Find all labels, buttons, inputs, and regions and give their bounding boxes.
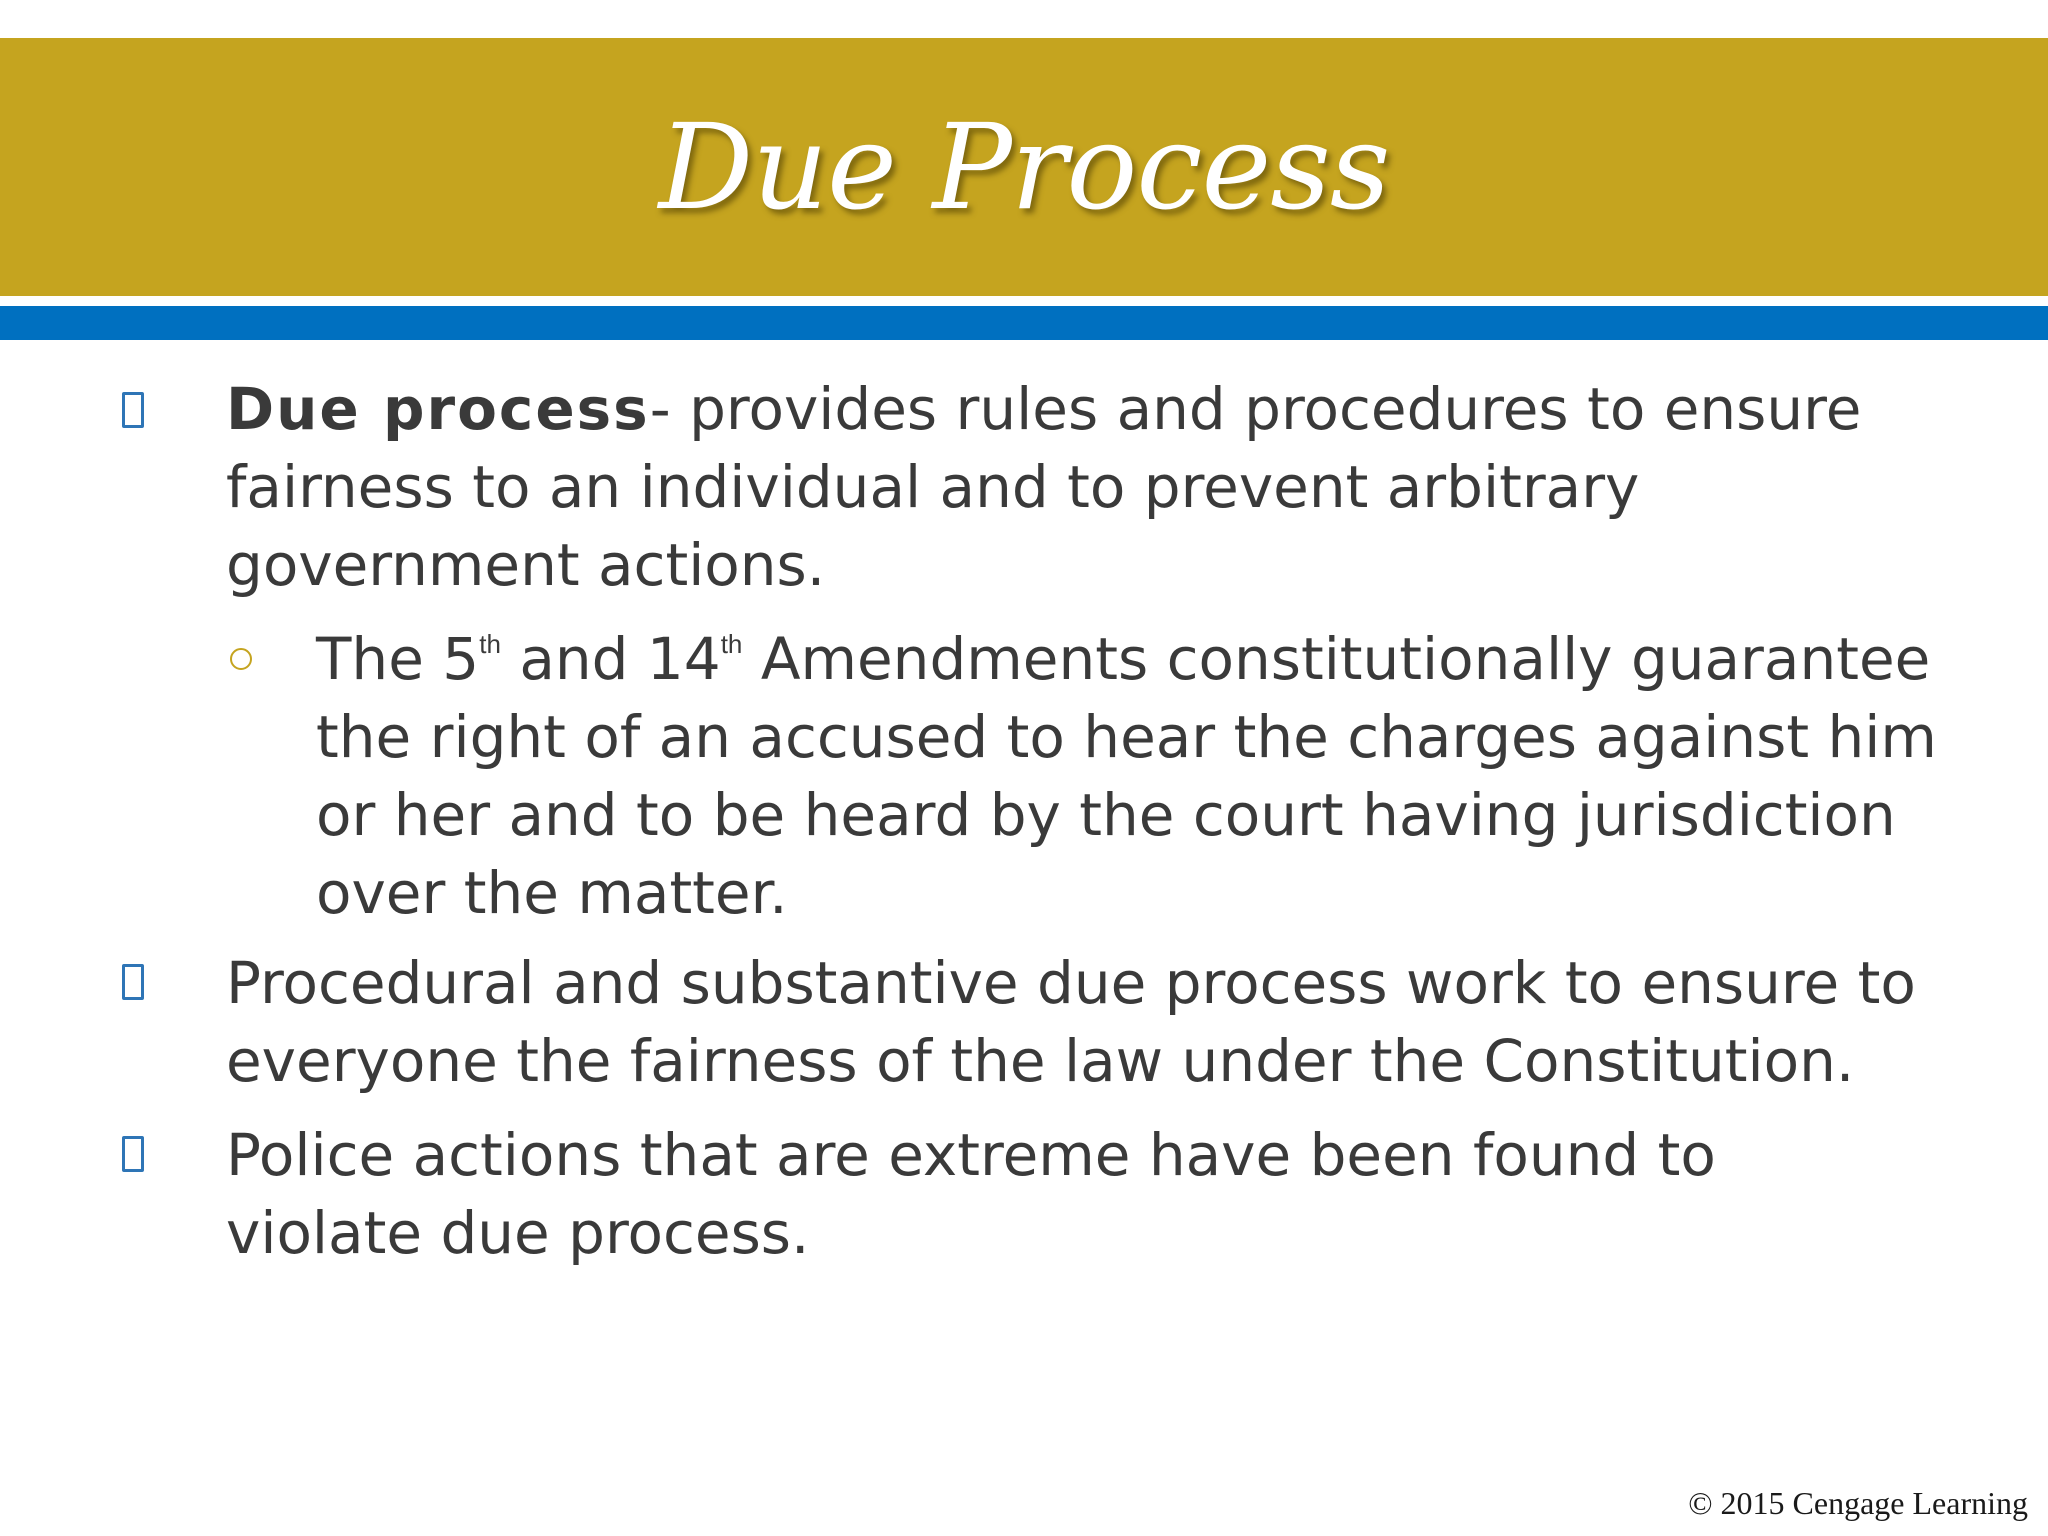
ordinal-suffix: th	[720, 629, 743, 659]
sub-bullet-text-part1: The 5	[316, 625, 480, 693]
square-bullet-icon	[122, 1136, 144, 1172]
title-band	[0, 38, 2048, 296]
bullet-procedural	[226, 944, 1926, 1100]
ordinal-suffix: th	[479, 629, 501, 659]
square-bullet-icon	[122, 392, 144, 428]
copyright-footer: © 2015 Cengage Learning	[1688, 1485, 2028, 1521]
slide-title: Due Process	[658, 98, 1390, 236]
bullet-term: Due process	[226, 375, 650, 443]
bullet-text: - provides rules and procedures to ensure fairness to an individual and to prevent arbitrary government actions.	[226, 375, 1862, 599]
sub-bullet-text-part2: and 14	[500, 625, 721, 693]
bullet-text: Procedural and substantive due process work to ensure to everyone the fairness of the law under the Constitution.	[226, 949, 1916, 1095]
bullet-due-process	[226, 370, 1926, 604]
square-bullet-icon	[122, 964, 144, 1000]
divider-gap	[0, 296, 2048, 306]
sub-bullet-text-part3: Amendments constitutionally guarantee the right of an accused to hear the charges against him or her and to be heard by the court having jurisdiction over the matter.	[316, 625, 1937, 927]
bullet-police-actions	[226, 1116, 1926, 1272]
sub-bullet-amendments	[316, 620, 1956, 932]
bullet-text: Police actions that are extreme have been found to violate due process.	[226, 1121, 1716, 1267]
circle-bullet-icon	[230, 648, 252, 670]
accent-band	[0, 306, 2048, 340]
